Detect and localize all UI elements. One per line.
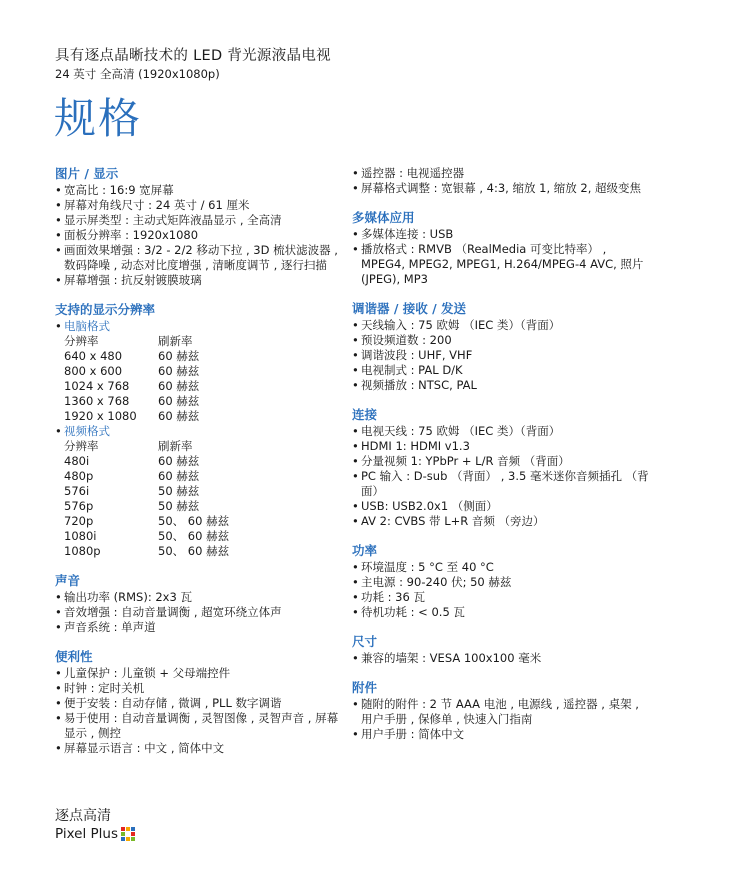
- section-connectivity: [352, 407, 652, 529]
- spec-item: • HDMI 1: HDMI v1.3: [352, 439, 652, 454]
- resolution-cell: 576p: [64, 499, 94, 513]
- spec-item: • 易于使用 : 自动音量调衡 , 灵智图像 , 灵智声音 , 屏幕显示 , 侧控: [55, 711, 345, 741]
- spec-list: [352, 166, 652, 196]
- resolution-cell: 1920 x 1080: [64, 409, 137, 423]
- document-header: [55, 46, 331, 82]
- logo-mark-square: [121, 832, 125, 836]
- refresh-rate-cell: 60 赫兹: [158, 364, 200, 378]
- resolution-cell: 800 x 600: [64, 364, 123, 378]
- refresh-rate-cell: 60 赫兹: [158, 394, 200, 408]
- spec-item: • 用户手册 : 简体中文: [352, 727, 652, 742]
- spec-item: • 输出功率 (RMS): 2x3 瓦: [55, 590, 345, 605]
- refresh-rate-cell: 50、 60 赫兹: [158, 544, 230, 558]
- logo-mark-square: [131, 832, 135, 836]
- spec-item: • 儿童保护 : 儿童锁 + 父母端控件: [55, 666, 345, 681]
- section-title: 尺寸: [352, 634, 378, 649]
- resolution-cell: 1360 x 768: [64, 394, 130, 408]
- table-row: [64, 484, 345, 499]
- video-resolution-table: [64, 439, 345, 559]
- pc-format-label: • 电脑格式: [55, 319, 345, 334]
- col-header-refresh: 刷新率: [158, 334, 193, 348]
- section-title: 功率: [352, 543, 378, 558]
- spec-list: [352, 424, 652, 529]
- section-multimedia: [352, 210, 652, 287]
- spec-item: • 分量视频 1: YPbPr + L/R 音频 （背面）: [352, 454, 652, 469]
- spec-item: • 面板分辨率 : 1920x1080: [55, 228, 345, 243]
- spec-list: [352, 560, 652, 620]
- section-accessories: [352, 680, 652, 742]
- product-title: 具有逐点晶晰技术的 LED 背光源液晶电视: [55, 48, 331, 64]
- spec-list: [352, 697, 652, 742]
- table-row: [64, 394, 345, 409]
- refresh-rate-cell: 60 赫兹: [158, 469, 200, 483]
- resolution-cell: 1024 x 768: [64, 379, 130, 393]
- spec-item: • 环境温度 : 5 °C 至 40 °C: [352, 560, 652, 575]
- spec-item: • 兼容的墙架 : VESA 100x100 毫米: [352, 651, 652, 666]
- section-tuner: [352, 301, 652, 393]
- section-title: 调谐器 / 接收 / 发送: [352, 301, 467, 316]
- spec-item: • 主电源 : 90-240 伏; 50 赫兹: [352, 575, 652, 590]
- resolution-cell: 1080i: [64, 529, 97, 543]
- pixel-plus-mark-icon: [121, 827, 135, 841]
- refresh-rate-cell: 50、 60 赫兹: [158, 514, 230, 528]
- logo-mark-square: [121, 827, 125, 831]
- table-body: [64, 349, 345, 424]
- logo-mark-square: [131, 827, 135, 831]
- section-sound: [55, 573, 345, 635]
- spec-item: • 便于安装 : 自动存储 , 微调 , PLL 数字调谐: [55, 696, 345, 711]
- logo-text-cn: 逐点高清: [55, 808, 111, 824]
- pixel-plus-logo: [55, 808, 135, 843]
- table-row: [64, 454, 345, 469]
- refresh-rate-cell: 60 赫兹: [158, 349, 200, 363]
- logo-mark-square: [126, 837, 130, 841]
- section-display-continued: [352, 166, 652, 196]
- refresh-rate-cell: 50、 60 赫兹: [158, 529, 230, 543]
- section-title: 支持的显示分辨率: [55, 302, 156, 317]
- spec-item: • 声音系统 : 单声道: [55, 620, 345, 635]
- spec-list: [352, 318, 652, 393]
- spec-item: • 多媒体连接 : USB: [352, 227, 652, 242]
- logo-text-en: Pixel Plus: [55, 826, 118, 842]
- spec-item: • 时钟 : 定时关机: [55, 681, 345, 696]
- spec-list: [352, 227, 652, 287]
- table-row: [64, 529, 345, 544]
- spec-item: • 显示屏类型 : 主动式矩阵液晶显示 , 全高清: [55, 213, 345, 228]
- spec-list: [55, 590, 345, 635]
- spec-item: • 调谐波段 : UHF, VHF: [352, 348, 652, 363]
- resolution-cell: 576i: [64, 484, 90, 498]
- spec-list: [55, 666, 345, 756]
- spec-item: • 预设频道数 : 200: [352, 333, 652, 348]
- resolution-cell: 1080p: [64, 544, 101, 558]
- section-title: 声音: [55, 573, 81, 588]
- spec-item: • PC 输入 : D-sub （背面） , 3.5 毫米迷你音频插孔 （背面）: [352, 469, 652, 499]
- resolution-cell: 480p: [64, 469, 94, 483]
- resolution-cell: 640 x 480: [64, 349, 123, 363]
- col-header-resolution: 分辨率: [64, 439, 99, 453]
- spec-item: • 音效增强 : 自动音量调衡 , 超宽环绕立体声: [55, 605, 345, 620]
- spec-list: [352, 651, 652, 666]
- table-body: [64, 454, 345, 559]
- refresh-rate-cell: 60 赫兹: [158, 454, 200, 468]
- section-convenience: [55, 649, 345, 756]
- table-row: [64, 409, 345, 424]
- resolution-cell: 480i: [64, 454, 90, 468]
- section-title: 附件: [352, 680, 378, 695]
- logo-mark-square: [121, 837, 125, 841]
- col-header-resolution: 分辨率: [64, 334, 99, 348]
- table-row: [64, 514, 345, 529]
- logo-mark-square: [126, 827, 130, 831]
- table-row: [64, 544, 345, 559]
- table-row: [64, 364, 345, 379]
- spec-item: • 宽高比 : 16:9 宽屏幕: [55, 183, 345, 198]
- spec-item: • 屏幕格式调整 : 宽银幕 , 4:3, 缩放 1, 缩放 2, 超级变焦: [352, 181, 652, 196]
- refresh-rate-cell: 60 赫兹: [158, 379, 200, 393]
- logo-text-en-row: [55, 825, 135, 843]
- table-row: [64, 499, 345, 514]
- table-row: [64, 379, 345, 394]
- logo-mark-square: [126, 832, 130, 836]
- spec-item: • 遥控器 : 电视遥控器: [352, 166, 652, 181]
- refresh-rate-cell: 60 赫兹: [158, 409, 200, 423]
- spec-item: • 屏幕显示语言 : 中文 , 简体中文: [55, 741, 345, 756]
- section-power: [352, 543, 652, 620]
- table-header: [64, 439, 345, 454]
- spec-list: [55, 183, 345, 288]
- section-resolutions: [55, 302, 345, 559]
- spec-item: • 随附的附件 : 2 节 AAA 电池 , 电源线 , 遥控器 , 桌架 , 用户手册 , 保修单 , 快速入门指南: [352, 697, 652, 727]
- table-row: [64, 349, 345, 364]
- spec-item: • 播放格式 : RMVB （RealMedia 可变比特率） , MPEG4, MPEG2, MPEG1, H.264/MPEG-4 AVC, 照片 (JPEG), MP3: [352, 242, 652, 287]
- spec-item: • 屏幕增强 : 抗反射镀膜玻璃: [55, 273, 345, 288]
- left-column: [55, 166, 345, 770]
- product-subtitle: 24 英寸 全高清 (1920x1080p): [55, 67, 220, 81]
- resolution-cell: 720p: [64, 514, 94, 528]
- spec-item: • 画面效果增强 : 3/2 - 2/2 移动下拉 , 3D 梳状滤波器 , 数码降噪 , 动态对比度增强 , 清晰度调节 , 逐行扫描: [55, 243, 345, 273]
- section-title: 多媒体应用: [352, 210, 415, 225]
- refresh-rate-cell: 50 赫兹: [158, 484, 200, 498]
- video-format-label: • 视频格式: [55, 424, 345, 439]
- section-picture: [55, 166, 345, 288]
- spec-item: • 功耗 : 36 瓦: [352, 590, 652, 605]
- spec-item: • USB: USB2.0x1 （侧面）: [352, 499, 652, 514]
- section-title: 连接: [352, 407, 378, 422]
- right-column: [352, 166, 652, 756]
- section-title: 便利性: [55, 649, 93, 664]
- section-title: 图片 / 显示: [55, 166, 119, 181]
- table-row: [64, 469, 345, 484]
- section-dimensions: [352, 634, 652, 666]
- spec-item: • 屏幕对角线尺寸 : 24 英寸 / 61 厘米: [55, 198, 345, 213]
- spec-item: • 电视制式 : PAL D/K: [352, 363, 652, 378]
- refresh-rate-cell: 50 赫兹: [158, 499, 200, 513]
- spec-item: • 天线输入 : 75 欧姆 （IEC 类）（背面）: [352, 318, 652, 333]
- spec-item: • 待机功耗 : < 0.5 瓦: [352, 605, 652, 620]
- spec-item: • AV 2: CVBS 带 L+R 音频 （旁边）: [352, 514, 652, 529]
- spec-item: • 视频播放 : NTSC, PAL: [352, 378, 652, 393]
- spec-item: • 电视天线 : 75 欧姆 （IEC 类）（背面）: [352, 424, 652, 439]
- col-header-refresh: 刷新率: [158, 439, 193, 453]
- pc-resolution-table: [64, 334, 345, 424]
- logo-mark-square: [131, 837, 135, 841]
- table-header: [64, 334, 345, 349]
- page-title: 规格: [54, 94, 143, 143]
